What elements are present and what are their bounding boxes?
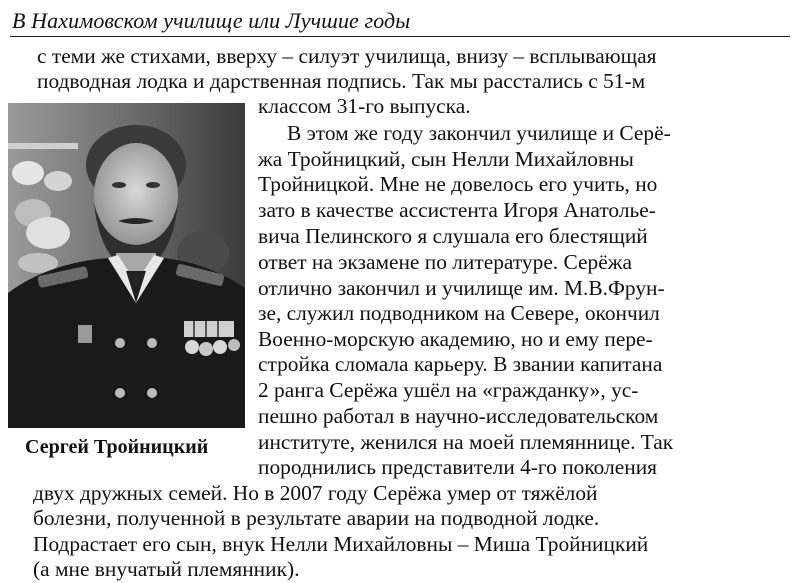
text-line: отлично закончил и училище им. М.В.Фрун-: [258, 276, 665, 300]
portrait-image: [8, 103, 245, 428]
text-line: классом 31-го выпуска.: [258, 94, 471, 118]
header-title: В Нахимовском училище или Лучшие годы: [12, 8, 411, 33]
text-line: Тройницкой. Мне не довелось его учить, но: [258, 172, 658, 196]
text-line: зе, служил подводником на Севере, окончил: [258, 301, 660, 325]
running-header: [10, 4, 790, 37]
text-line: Подрастает его сын, внук Нелли Михайловны – Миша Тройницкий: [33, 532, 649, 556]
text-line: (а мне внучатый племянник).: [33, 557, 300, 581]
text-line: с теми же стихами, вверху – силуэт училища, внизу – всплывающая: [37, 44, 657, 68]
text-line: В этом же году закончил училище и Серё-: [287, 121, 671, 145]
text-line: двух дружных семей. Но в 2007 году Серёжа умер от тяжёлой: [33, 481, 598, 505]
text-line: подводная лодка и дарственная подпись. Так мы расстались с 51-м: [37, 69, 646, 93]
text-line: зато в качестве ассистента Игоря Анатолье-: [258, 198, 656, 222]
text-line: пешно работал в научно-исследовательском: [258, 404, 659, 428]
text-line: ответ на экзамене по литературе. Серёжа: [258, 250, 632, 274]
photo-caption: Сергей Тройницкий: [25, 436, 209, 458]
text-line: породнились представители 4-го поколения: [258, 455, 657, 479]
text-line: вича Пелинского я слушала его блестящий: [258, 224, 648, 248]
portrait-photo: [8, 103, 245, 428]
text-line: Военно-морскую академию, но и ему пере-: [258, 327, 653, 351]
text-line: институте, женился на моей племяннице. Так: [258, 430, 674, 454]
text-line: стройка сломала карьеру. В звании капитана: [258, 352, 663, 376]
text-line: болезни, полученной в результате аварии на подводной лодке.: [33, 506, 600, 530]
text-line: жа Тройницкий, сын Нелли Михайловны: [258, 147, 634, 171]
text-line: 2 ранга Серёжа ушёл на «гражданку», ус-: [258, 378, 639, 402]
